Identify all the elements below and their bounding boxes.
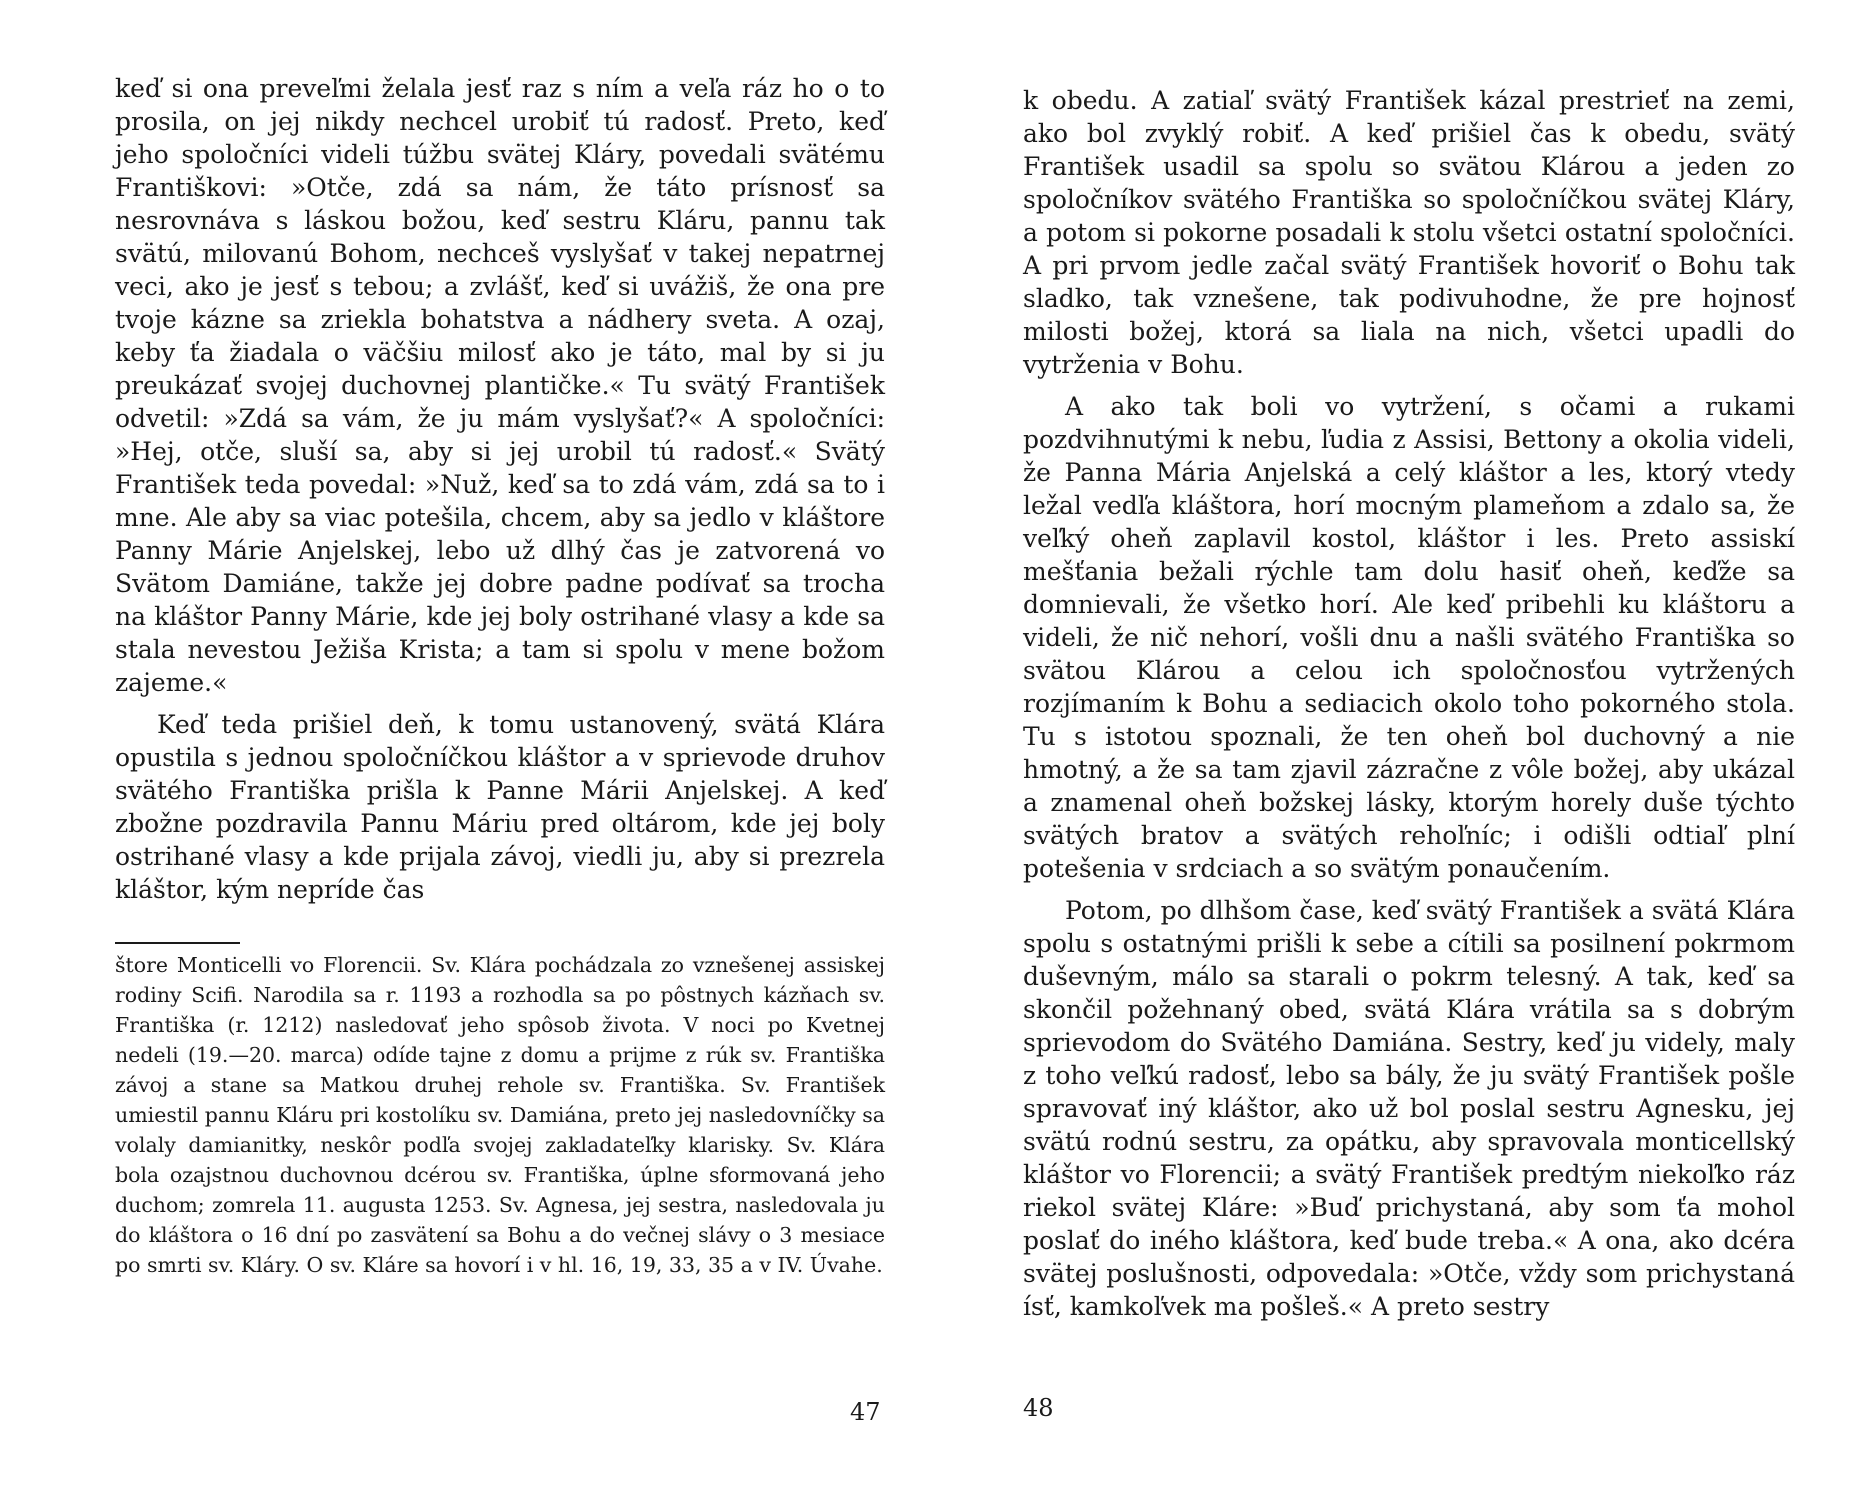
right-paragraph-1: k obedu. A zatiaľ svätý František kázal prestrieť na zemi, ako bol zvyklý robiť. A keď prišiel čas k obedu, svätý František usadil sa spolu so svätou Klárou a jeden zo spoločníkov svätého Františka so spoločníčkou svätej Kláry, a potom si pokorne posadali k stolu všetci ostatní spoločníci. A pri prvom jedle začal svätý František hovoriť o Bohu tak sladko, tak vznešene, tak podivuhodne, že pre hojnosť milosti božej, ktorá sa liala na nich, všetci upadli do vytrženia v Bohu.	[1023, 86, 1795, 379]
left-page-number: 47	[850, 1398, 881, 1426]
right-page-number: 48	[1023, 1394, 1054, 1422]
right-page-body	[1023, 84, 1795, 1332]
left-paragraph-2: Keď teda prišiel deň, k tomu ustanovený, svätá Klára opustila s jednou spoločníčkou kláštor a v sprievode druhov svätého Františka prišla k Panne Márii Anjelskej. A keď zbožne pozdravila Pannu Máriu pred oltárom, kde jej boly ostrihané vlasy a kde prijala závoj, viedli ju, aby si prezrela kláštor, kým nepríde čas	[115, 710, 885, 904]
right-page	[931, 0, 1862, 1500]
right-paragraph-2: A ako tak boli vo vytržení, s očami a rukami pozdvihnutými k nebu, ľudia z Assisi, Bettony a okolia videli, že Panna Mária Anjelská a celý kláštor a les, ktorý vtedy ležal vedľa kláštora, horí mocným plameňom a zdalo sa, že veľký oheň zaplavil kostol, kláštor i les. Preto assiskí mešťania bežali rýchle tam dolu hasiť oheň, keďže sa domnievali, že všetko horí. Ale keď pribehli ku kláštoru a videli, že nič nehorí, vošli dnu a našli svätého Františka so svätou Klárou a celou ich spoločnosťou vytržených rozjímaním k Bohu a sediacich okolo toho pokorného stola. Tu s istotou spoznali, že ten oheň bol duchovný a nie hmotný, a že sa tam zjavil zázračne z vôle božej, aby ukázal a znamenal oheň božskej lásky, ktorým horely duše týchto svätých bratov a svätých rehoľníc; i odišli odtiaľ plní potešenia v srdciach a so svätým ponaučením.	[1023, 392, 1795, 883]
footnote-divider	[115, 942, 240, 944]
footnote: štore Monticelli vo Florencii. Sv. Klára pochádzala zo vznešenej assiskej rodiny Scifi. Narodila sa r. 1193 a rozhodla sa po pôstnych kázňach sv. Františka (r. 1212) nasledovať jeho spôsob života. V noci po Kvetnej nedeli (19.—20. marca) odíde tajne z domu a prijme z rúk sv. Františka závoj a stane sa Matkou druhej rehole sv. Františka. Sv. František umiestil pannu Kláru pri kostolíku sv. Damiána, preto jej nasledovníčky sa volaly damianitky, neskôr podľa svojej zakladateľky klarisky. Sv. Klára bola ozajstnou duchovnou dcérou sv. Františka, úplne sformovaná jeho duchom; zomrela 11. augusta 1253. Sv. Agnesa, jej sestra, nasledovala ju do kláštora o 16 dní po zasvätení sa Bohu a do večnej slávy o 3 mesiace po smrti sv. Kláry. O sv. Kláre sa hovorí i v hl. 16, 19, 33, 35 a v IV. Úvahe.	[115, 953, 885, 1277]
left-paragraph-1: keď si ona preveľmi želala jesť raz s ním a veľa ráz ho o to prosila, on jej nikdy nechcel urobiť tú radosť. Preto, keď jeho spoločníci videli túžbu svätej Kláry, povedali svätému Františkovi: »Otče, zdá sa nám, že táto prísnosť sa nesrovnáva s láskou božou, keď sestru Kláru, pannu tak svätú, milovanú Bohom, nechceš vyslyšať v takej nepatrnej veci, ako je jesť s tebou; a zvlášť, keď si uvážiš, že ona pre tvoje kázne sa zriekla bohatstva a nádhery sveta. A ozaj, keby ťa žiadala o väčšiu milosť ako je táto, mal by si ju preukázať svojej duchovnej plantičke.« Tu svätý František odvetil: »Zdá sa vám, že ju mám vyslyšať?« A spoločníci: »Hej, otče, sluší sa, aby si jej urobil tú radosť.« Svätý František teda povedal: »Nuž, keď sa to zdá vám, zdá sa to i mne. Ale aby sa viac potešila, chcem, aby sa jedlo v kláštore Panny Márie Anjelskej, lebo už dlhý čas je zatvorená vo Svätom Damiáne, takže jej dobre padne podívať sa trocha na kláštor Panny Márie, kde jej boly ostrihané vlasy a kde sa stala nevestou Ježiša Krista; a tam si spolu v mene božom zajeme.«	[115, 74, 885, 697]
left-page-body	[115, 72, 885, 915]
right-paragraph-3: Potom, po dlhšom čase, keď svätý František a svätá Klára spolu s ostatnými prišli k sebe a cítili sa posilnení pokrmom duševným, málo sa starali o pokrm telesný. A tak, keď sa skončil požehnaný obed, svätá Klára vrátila sa s dobrým sprievodom do Svätého Damiána. Sestry, keď ju videly, maly z toho veľkú radosť, lebo sa bály, že ju svätý František pošle spravovať iný kláštor, ako už bol poslal sestru Agnesku, jej svätú rodnú sestru, za opátku, aby spravovala monticellský kláštor vo Florencii; a svätý František predtým niekoľko ráz riekol svätej Kláre: »Buď prichystaná, aby som ťa mohol poslať do iného kláštora, keď bude treba.« A ona, ako dcéra svätej poslušnosti, odpovedala: »Otče, vždy som prichystaná ísť, kamkoľvek ma pošleš.« A preto sestry	[1023, 896, 1795, 1321]
